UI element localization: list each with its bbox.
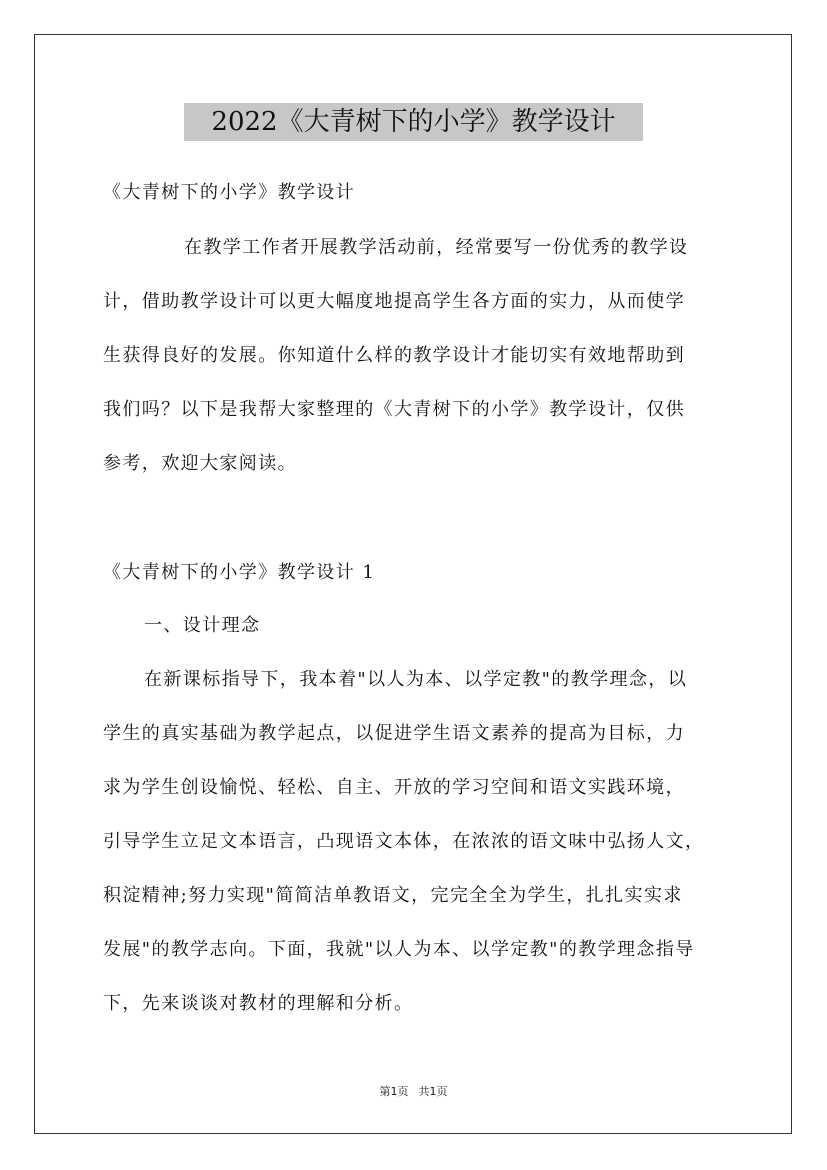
body-line: 下，先来谈谈对教材的理解和分析。 bbox=[103, 993, 414, 1014]
page-footer bbox=[0, 1084, 827, 1100]
body-line: 求为学生创设愉悦、轻松、自主、开放的学习空间和语文实践环境， bbox=[103, 777, 685, 798]
body-line: 在新课标指导下，我本着"以人为本、以学定教"的教学理念，以 bbox=[144, 669, 688, 690]
intro-line: 我们吗？以下是我帮大家整理的《大青树下的小学》教学设计，仅供 bbox=[103, 399, 685, 420]
intro-line: 在教学工作者开展教学活动前，经常要写一份优秀的教学设 bbox=[184, 237, 689, 258]
document-title: 2022《大青树下的小学》教学设计 bbox=[184, 103, 643, 141]
intro-line: 参考，欢迎大家阅读。 bbox=[103, 453, 297, 474]
section-heading: 《大青树下的小学》教学设计 1 bbox=[103, 562, 376, 583]
body-line: 发展"的教学志向。下面，我就"以人为本、以学定教"的教学理念指导 bbox=[103, 939, 695, 960]
page-total: 共1页 bbox=[418, 1085, 448, 1098]
intro-line: 生获得良好的发展。你知道什么样的教学设计才能切实有效地帮助到 bbox=[103, 345, 685, 366]
intro-line: 计，借助教学设计可以更大幅度地提高学生各方面的实力，从而使学 bbox=[103, 291, 685, 312]
subsection-heading: 一、设计理念 bbox=[144, 615, 261, 636]
document-subtitle: 《大青树下的小学》教学设计 bbox=[103, 182, 356, 203]
body-line: 学生的真实基础为教学起点，以促进学生语文素养的提高为目标，力 bbox=[103, 723, 685, 744]
body-line: 积淀精神;努力实现"简简洁单教语文，完完全全为学生，扎扎实实求 bbox=[103, 885, 683, 906]
page-number: 第1页 bbox=[379, 1085, 409, 1098]
body-line: 引导学生立足文本语言，凸现语文本体，在浓浓的语文味中弘扬人文， bbox=[103, 831, 705, 852]
